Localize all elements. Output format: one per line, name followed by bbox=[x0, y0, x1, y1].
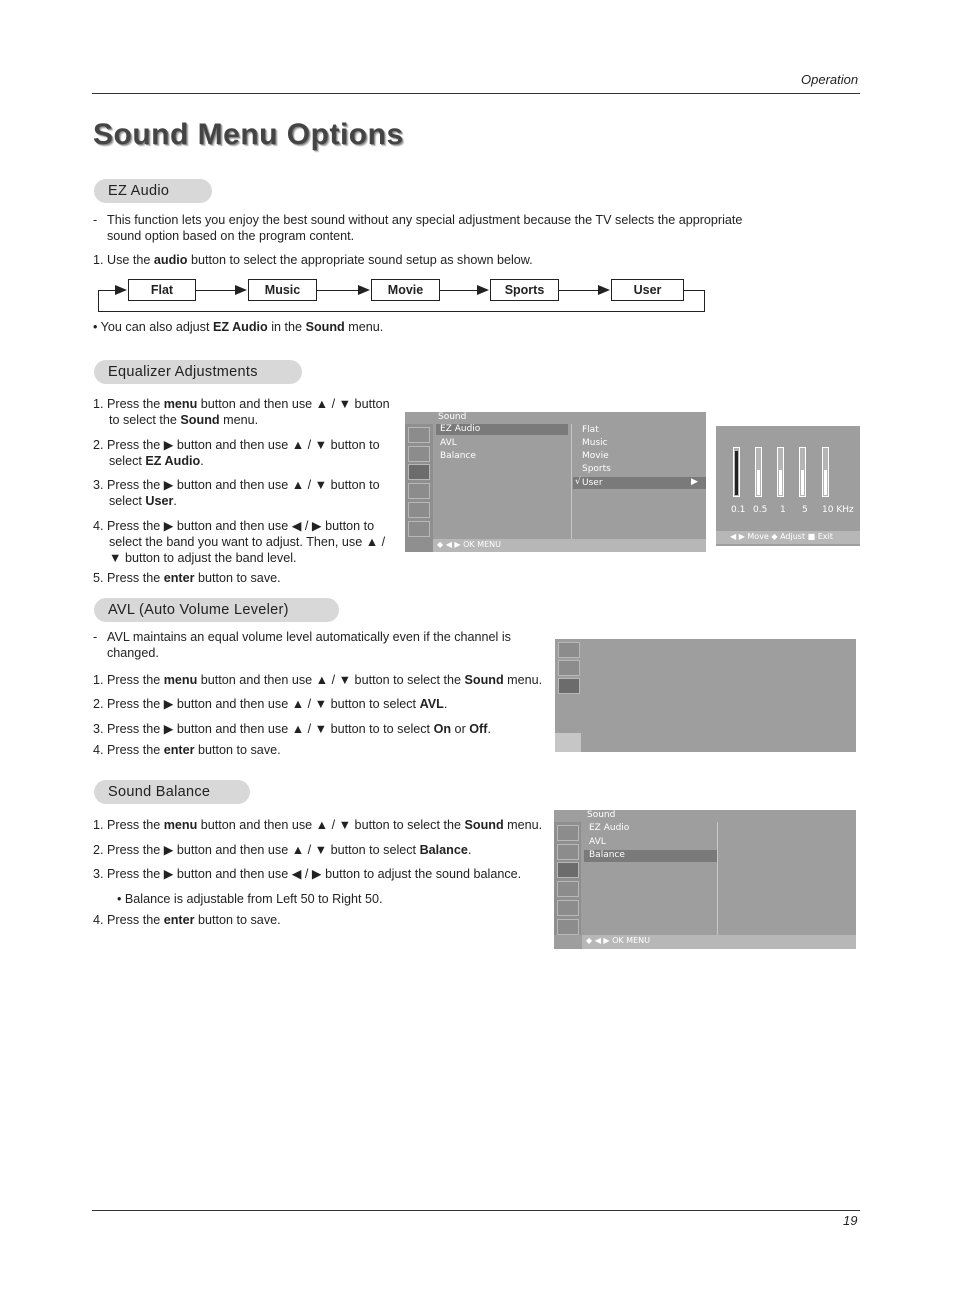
equalizer-heading: Equalizer Adjustments bbox=[94, 360, 302, 384]
osd-main-list bbox=[436, 424, 572, 539]
osd-menu-title: Sound bbox=[438, 412, 467, 422]
section-label: Operation bbox=[801, 72, 859, 87]
footer-rule bbox=[92, 1210, 860, 1211]
avl-step3: 3. Press the ▶ button and then use ▲ / ▼ button to to select On or Off. bbox=[93, 722, 491, 736]
avl-step1: 1. Press the menu button and then use ▲ / ▼ button to select the Sound menu. bbox=[93, 673, 543, 687]
page-title: Sound Menu Options bbox=[93, 118, 404, 151]
eq-step4-l1: 4. Press the ▶ button and then use ◀ / ▶ button to bbox=[93, 519, 375, 533]
antenna-icon bbox=[558, 642, 580, 658]
check-icon: √ bbox=[575, 477, 581, 487]
osd-sub-music: Music bbox=[582, 438, 608, 448]
osd-nav-bar bbox=[433, 539, 706, 552]
osd-icon-column bbox=[405, 424, 433, 552]
picture-icon bbox=[408, 446, 430, 462]
avl-desc-line2: changed. bbox=[107, 646, 159, 660]
speaker-icon bbox=[558, 678, 580, 694]
osd-sub-sports: Sports bbox=[582, 464, 611, 474]
eq-band-label-3: 5 bbox=[802, 505, 808, 515]
balance-heading: Sound Balance bbox=[94, 780, 250, 804]
balance-osd-avl: AVL bbox=[589, 837, 606, 847]
avl-osd bbox=[555, 639, 856, 752]
antenna-icon bbox=[408, 427, 430, 443]
picture-icon bbox=[557, 844, 579, 860]
balance-osd-nav-hint: ◆ ◀ ▶ OK MENU bbox=[586, 936, 650, 945]
eq-band-label-2: 1 bbox=[780, 505, 786, 515]
equalizer-steps bbox=[93, 396, 398, 586]
osd-sub-flat: Flat bbox=[582, 425, 599, 435]
eq-bar-0 bbox=[733, 447, 740, 497]
balance-osd bbox=[554, 810, 856, 949]
avl-desc-line1: AVL maintains an equal volume level automatically even if the channel is bbox=[107, 630, 511, 644]
picture-icon bbox=[558, 660, 580, 676]
osd-item-balance: Balance bbox=[440, 451, 476, 461]
ez-audio-desc-line1: This function lets you enjoy the best sound without any special adjustment because the TV selects the appropriate bbox=[107, 213, 743, 227]
balance-step3: 3. Press the ▶ button and then use ◀ / ▶ button to adjust the sound balance. bbox=[93, 867, 522, 881]
header-rule bbox=[92, 93, 860, 94]
eq-bar-1 bbox=[755, 447, 762, 497]
avl-heading: AVL (Auto Volume Leveler) bbox=[94, 598, 339, 622]
avl-osd-corner bbox=[555, 733, 581, 752]
balance-osd-balance: Balance bbox=[584, 850, 717, 862]
balance-osd-icons bbox=[554, 822, 581, 935]
eq-step4-l2: select the band you want to adjust. Then, use ▲ / bbox=[109, 535, 386, 549]
right-arrow-icon: ▶ bbox=[691, 477, 698, 487]
osd-sub-user: User bbox=[582, 478, 603, 488]
speaker-icon bbox=[557, 862, 579, 878]
lock-icon bbox=[557, 919, 579, 935]
ez-audio-desc-line2: sound option based on the program content. bbox=[107, 229, 355, 243]
balance-osd-list bbox=[584, 822, 718, 935]
eq-bar-4 bbox=[822, 447, 829, 497]
balance-note: • Balance is adjustable from Left 50 to Right 50. bbox=[117, 892, 383, 906]
balance-osd-ez-audio: EZ Audio bbox=[589, 823, 630, 833]
eq-step2-l1: 2. Press the ▶ button and then use ▲ / ▼ button to bbox=[93, 438, 380, 452]
eq-step3-l2: select User. bbox=[109, 494, 177, 508]
speaker-icon bbox=[408, 464, 430, 480]
ez-audio-flow-diagram bbox=[98, 277, 706, 313]
osd-sub-list bbox=[573, 424, 706, 539]
eq-band-label-1: 0.5 bbox=[753, 505, 768, 515]
clock-icon bbox=[408, 483, 430, 499]
ez-audio-note: • You can also adjust EZ Audio in the Sound menu. bbox=[93, 320, 384, 334]
osd-item-avl: AVL bbox=[440, 438, 457, 448]
flow-flat: Flat bbox=[128, 279, 196, 301]
ez-audio-heading: EZ Audio bbox=[94, 179, 212, 203]
flow-music: Music bbox=[248, 279, 317, 301]
eq-bar-2 bbox=[777, 447, 784, 497]
eq-step4-l3: ▼ button to adjust the band level. bbox=[109, 551, 297, 565]
balance-osd-title: Sound bbox=[587, 810, 616, 820]
avl-desc-dash: - bbox=[93, 630, 98, 644]
osd-item-ez-audio: EZ Audio bbox=[436, 424, 568, 435]
eq-step5: 5. Press the enter button to save. bbox=[93, 571, 281, 585]
antenna-icon bbox=[557, 825, 579, 841]
eq-bars bbox=[733, 447, 853, 499]
balance-step1: 1. Press the menu button and then use ▲ / ▼ button to select the Sound menu. bbox=[93, 818, 543, 832]
ez-audio-step1: 1. Use the audio button to select the appropriate sound setup as shown below. bbox=[93, 253, 533, 267]
tools-icon bbox=[408, 502, 430, 518]
flow-sports: Sports bbox=[490, 279, 559, 301]
balance-step2: 2. Press the ▶ button and then use ▲ / ▼ button to select Balance. bbox=[93, 843, 472, 857]
avl-step4: 4. Press the enter button to save. bbox=[93, 743, 281, 757]
eq-bar-3 bbox=[799, 447, 806, 497]
lock-icon bbox=[408, 521, 430, 537]
eq-help-bar bbox=[716, 531, 860, 544]
eq-help-text: ◀ ▶ Move ◆ Adjust ■ Exit bbox=[730, 532, 833, 541]
avl-step2: 2. Press the ▶ button and then use ▲ / ▼ button to select AVL. bbox=[93, 697, 448, 711]
page-number: 19 bbox=[843, 1213, 858, 1228]
flow-movie: Movie bbox=[371, 279, 440, 301]
balance-osd-nav bbox=[582, 935, 856, 949]
flow-user: User bbox=[611, 279, 684, 301]
tools-icon bbox=[557, 900, 579, 916]
balance-step4: 4. Press the enter button to save. bbox=[93, 913, 281, 927]
clock-icon bbox=[557, 881, 579, 897]
eq-step1-l2: to select the Sound menu. bbox=[109, 413, 259, 427]
osd-sub-movie: Movie bbox=[582, 451, 609, 461]
equalizer-bands-osd bbox=[716, 426, 860, 546]
eq-step1-l1: 1. Press the menu button and then use ▲ / ▼ button bbox=[93, 397, 390, 411]
eq-step3-l1: 3. Press the ▶ button and then use ▲ / ▼ button to bbox=[93, 478, 380, 492]
ez-audio-desc-dash: - bbox=[93, 213, 98, 227]
osd-sub-user-row bbox=[573, 477, 706, 489]
sound-menu-osd bbox=[405, 412, 706, 552]
eq-band-label-0: 0.1 bbox=[731, 505, 746, 515]
eq-band-label-4: 10 KHz bbox=[822, 505, 854, 515]
osd-nav-hint: ◆ ◀ ▶ OK MENU bbox=[437, 540, 501, 549]
eq-step2-l2: select EZ Audio. bbox=[109, 454, 204, 468]
